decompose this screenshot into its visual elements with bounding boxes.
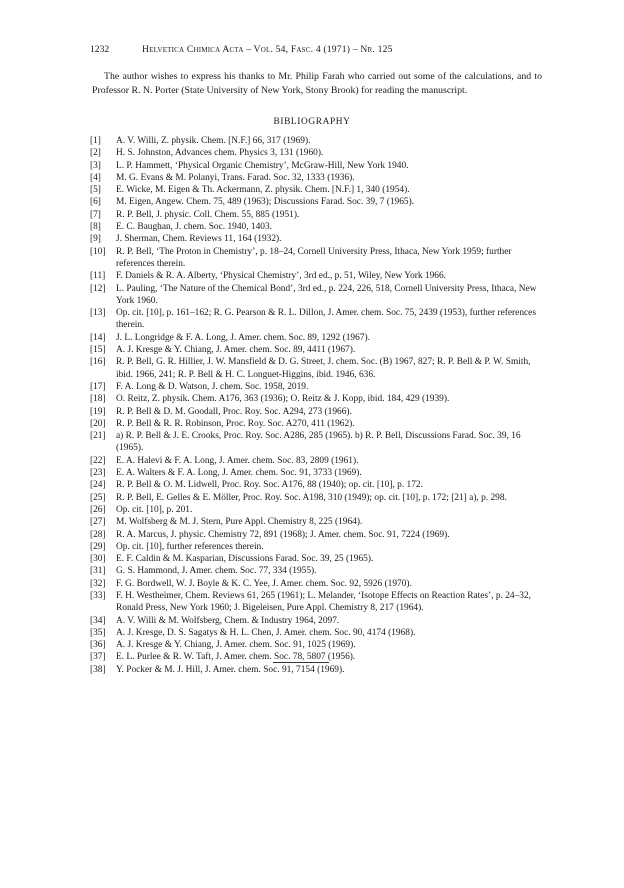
reference-text: E. Wicke, M. Eigen & Th. Ackermann, Z. physik. Chem. [N.F.] 1, 340 (1954). (116, 185, 410, 196)
reference-number: [10] (90, 246, 106, 257)
reference-number: [33] (90, 590, 106, 601)
reference-text: O. Reitz, Z. physik. Chem. A176, 363 (1936); O. Reitz & J. Kopp, ibid. 184, 429 (1939). (116, 394, 450, 405)
reference-number: [37] (90, 652, 106, 663)
reference-text: A. V. Willi & M. Wolfsberg, Chem. & Industry 1964, 2097. (116, 615, 340, 626)
reference-text: L. P. Hammett, ‘Physical Organic Chemistry’, McGraw-Hill, New York 1940. (116, 160, 409, 171)
reference-text: E. L. Purlee & R. W. Taft, J. Amer. chem. Soc. 78, 5807 (1956). (116, 652, 356, 663)
reference-item (90, 147, 542, 159)
reference-number: [36] (90, 640, 106, 651)
reference-number: [19] (90, 406, 106, 417)
reference-number: [21] (90, 431, 106, 442)
reference-number: [20] (90, 418, 106, 429)
reference-text: M. Eigen, Angew. Chem. 75, 489 (1963); Discussions Farad. Soc. 39, 7 (1965). (116, 197, 415, 208)
reference-number: [31] (90, 566, 106, 577)
reference-number: [12] (90, 283, 106, 294)
reference-text: a) R. P. Bell & J. E. Crooks, Proc. Roy. Soc. A286, 285 (1965). b) R. P. Bell, Discussions Farad. Soc. 39, 16 (1965). (116, 431, 521, 454)
reference-text: F. H. Westheimer, Chem. Reviews 61, 265 (1961); L. Melander, ‘Isotope Effects on Reaction Rates’, p. 24–32, Ronald Press, New York 1960; J. Bigeleisen, Pure Appl. Chemistry 8, 217 (1964). (116, 590, 532, 614)
reference-item (90, 221, 542, 233)
reference-text: R. P. Bell & R. R. Robinson, Proc. Roy. Soc. A270, 411 (1962). (116, 418, 355, 429)
reference-item (90, 332, 542, 344)
reference-text: H. S. Johnston, Advances chem. Physics 3, 131 (1960). (116, 148, 324, 159)
reference-text: L. Pauling, ‘The Nature of the Chemical Bond’, 3rd ed., p. 224, 226, 518, Cornell University Press, Ithaca, New York 1960. (116, 283, 537, 306)
reference-text: A. J. Kresge, D. S. Sagatys & H. L. Chen, J. Amer. chem. Soc. 90, 4174 (1968). (116, 627, 416, 638)
reference-item (90, 209, 542, 221)
reference-number: [13] (90, 308, 106, 319)
reference-text: E. C. Baughan, J. chem. Soc. 1940, 1403. (116, 222, 272, 233)
reference-item (90, 430, 542, 455)
reference-text: F. Daniels & R. A. Alberty, ‘Physical Chemistry’, 3rd ed., p. 51, Wiley, New York 1966. (116, 271, 447, 282)
reference-text: R. P. Bell, ‘The Proton in Chemistry’, p. 18–24, Cornell University Press, Ithaca, New York 1959; further references therein. (116, 246, 512, 269)
reference-number: [11] (90, 271, 106, 282)
reference-item (90, 381, 542, 393)
reference-item (90, 664, 542, 676)
reference-number: [30] (90, 554, 106, 565)
reference-number: [6] (90, 197, 101, 208)
reference-text: G. S. Hammond, J. Amer. chem. Soc. 77, 334 (1955). (116, 566, 317, 577)
reference-number: [27] (90, 517, 106, 528)
reference-text: E. F. Caldin & M. Kasparian, Discussions Farad. Soc. 39, 25 (1965). (116, 554, 374, 565)
reference-item (90, 516, 542, 528)
reference-text: R. P. Bell, G. R. Hillier, J. W. Mansfield & D. G. Street, J. chem. Soc. (B) 1967, 827; R. P. Bell & P. W. Smith, ibid. 1966, 241; R. P. Bell & H. C. Longuet-Higgins, ibid. 1946, 636. (116, 357, 531, 380)
reference-number: [24] (90, 480, 106, 491)
reference-item (90, 467, 542, 479)
reference-text: R. P. Bell & D. M. Goodall, Proc. Roy. Soc. A294, 273 (1966). (116, 406, 352, 417)
reference-item (90, 529, 542, 541)
acknowledgement-paragraph: The author wishes to express his thanks to Mr. Philip Farah who carried out some of the calculations, and to Professor R. N. Porter (State University of New York, Stony Brook) for reading the manuscript. (92, 71, 542, 96)
reference-text: Y. Pocker & M. J. Hill, J. Amer. chem. Soc. 91, 7154 (1969). (116, 664, 345, 675)
reference-item (90, 615, 542, 627)
reference-item (90, 344, 542, 356)
reference-number: [28] (90, 529, 106, 540)
reference-item (90, 270, 542, 282)
reference-number: [8] (90, 222, 101, 233)
reference-number: [4] (90, 172, 101, 183)
reference-number: [18] (90, 394, 106, 405)
reference-list (90, 135, 542, 676)
reference-text: R. A. Marcus, J. physic. Chemistry 72, 891 (1968); J. Amer. chem. Soc. 91, 7224 (1969). (116, 529, 450, 540)
reference-item (90, 479, 542, 491)
reference-text: A. J. Kresge & Y. Chiang, J. Amer. chem. Soc. 89, 4411 (1967). (116, 345, 356, 356)
reference-number: [25] (90, 492, 106, 503)
reference-item (90, 172, 542, 184)
reference-item (90, 627, 542, 639)
reference-item (90, 455, 542, 467)
reference-text: M. Wolfsberg & M. J. Stern, Pure Appl. Chemistry 8, 225 (1964). (116, 517, 363, 528)
reference-text: Op. cit. [10], p. 201. (116, 504, 193, 515)
reference-number: [9] (90, 234, 101, 245)
reference-item (90, 406, 542, 418)
reference-number: [16] (90, 357, 106, 368)
reference-item (90, 356, 542, 381)
reference-item (90, 565, 542, 577)
reference-number: [23] (90, 468, 106, 479)
reference-item (90, 590, 542, 615)
reference-item (90, 307, 542, 332)
reference-item (90, 135, 542, 147)
page-number: 1232 (90, 44, 110, 55)
reference-item (90, 283, 542, 308)
reference-text: R. P. Bell, J. physic. Coll. Chem. 55, 885 (1951). (116, 209, 300, 220)
reference-number: [1] (90, 136, 101, 146)
reference-text: Op. cit. [10], further references therein. (116, 541, 264, 552)
reference-number: [34] (90, 615, 106, 626)
reference-number: [3] (90, 160, 101, 171)
reference-text: M. G. Evans & M. Polanyi, Trans. Farad. Soc. 32, 1333 (1936). (116, 172, 355, 183)
reference-item (90, 418, 542, 430)
journal-line: Helvetica Chimica Acta – Vol. 54, Fasc. 4 (1971) – Nr. 125 (142, 44, 393, 55)
reference-number: [22] (90, 455, 106, 466)
reference-item (90, 504, 542, 516)
reference-text: A. V. Willi, Z. physik. Chem. [N.F.] 66, 317 (1969). (116, 136, 311, 146)
reference-item (90, 639, 542, 651)
reference-number: [15] (90, 345, 106, 356)
reference-number: [29] (90, 541, 106, 552)
reference-text: A. J. Kresge & Y. Chiang, J. Amer. chem. Soc. 91, 1025 (1969). (116, 640, 356, 651)
reference-item (90, 246, 542, 271)
reference-number: [38] (90, 664, 106, 675)
reference-number: [5] (90, 185, 101, 196)
reference-number: [14] (90, 332, 106, 343)
reference-item (90, 541, 542, 553)
end-rule (273, 662, 329, 663)
reference-number: [32] (90, 578, 106, 589)
reference-text: J. L. Longridge & F. A. Long, J. Amer. chem. Soc. 89, 1292 (1967). (116, 332, 370, 343)
reference-item (90, 578, 542, 590)
reference-number: [17] (90, 381, 106, 392)
reference-text: R. P. Bell, E. Gelles & E. Möller, Proc. Roy. Soc. A198, 310 (1949); op. cit. [10], p. 172; [21] a), p. 298. (116, 492, 507, 503)
reference-number: [7] (90, 209, 101, 220)
reference-number: [2] (90, 148, 101, 159)
reference-item (90, 233, 542, 245)
reference-number: [26] (90, 504, 106, 515)
bibliography-heading: BIBLIOGRAPHY (273, 117, 351, 127)
reference-item (90, 160, 542, 172)
reference-text: F. G. Bordwell, W. J. Boyle & K. C. Yee, J. Amer. chem. Soc. 92, 5926 (1970). (116, 578, 412, 589)
reference-item (90, 492, 542, 504)
reference-item (90, 184, 542, 196)
reference-number: [35] (90, 627, 106, 638)
reference-text: J. Sherman, Chem. Reviews 11, 164 (1932). (116, 234, 282, 245)
reference-text: R. P. Bell & O. M. Lidwell, Proc. Roy. Soc. A176, 88 (1940); op. cit. [10], p. 172. (116, 480, 423, 491)
reference-text: Op. cit. [10], p. 161–162; R. G. Pearson & R. L. Dillon, J. Amer. chem. Soc. 75, 2439 (1953), further references therein. (116, 308, 536, 331)
reference-text: E. A. Halevi & F. A. Long, J. Amer. chem. Soc. 83, 2809 (1961). (116, 455, 359, 466)
reference-item (90, 393, 542, 405)
reference-item (90, 196, 542, 208)
reference-item (90, 553, 542, 565)
reference-text: F. A. Long & D. Watson, J. chem. Soc. 1958, 2019. (116, 381, 309, 392)
reference-text: E. A. Walters & F. A. Long, J. Amer. chem. Soc. 91, 3733 (1969). (116, 468, 362, 479)
